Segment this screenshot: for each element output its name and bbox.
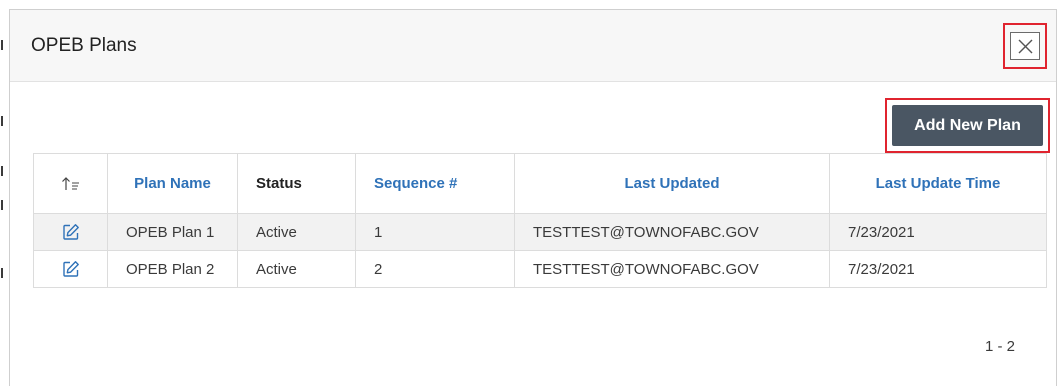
last-updated-cell: TESTTEST@TOWNOFABC.GOV — [515, 251, 830, 288]
dialog-header — [10, 10, 1056, 82]
close-icon — [1018, 39, 1033, 54]
sort-column-header[interactable] — [34, 154, 108, 214]
background-page-edge — [0, 0, 8, 386]
edge-mark — [1, 40, 3, 50]
column-header-sequence[interactable]: Sequence # — [356, 154, 515, 214]
edge-mark — [1, 268, 3, 278]
column-header-last-update-time[interactable]: Last Update Time — [830, 154, 1047, 214]
pagination-range: 1 - 2 — [985, 338, 1016, 355]
table-header-row — [34, 154, 1047, 214]
table-row — [34, 251, 1047, 288]
plan-name-cell: OPEB Plan 2 — [108, 251, 238, 288]
add-button-highlight — [885, 98, 1050, 153]
add-new-plan-button[interactable]: Add New Plan — [892, 105, 1043, 146]
column-header-last-updated[interactable]: Last Updated — [515, 154, 830, 214]
status-cell: Active — [238, 251, 356, 288]
last-update-time-cell: 7/23/2021 — [830, 214, 1047, 251]
plans-table — [33, 153, 1047, 288]
last-updated-cell: TESTTEST@TOWNOFABC.GOV — [515, 214, 830, 251]
edit-icon[interactable] — [62, 260, 80, 278]
edge-mark — [1, 116, 3, 126]
edge-mark — [1, 200, 3, 210]
edit-cell — [34, 214, 108, 251]
last-update-time-cell: 7/23/2021 — [830, 251, 1047, 288]
column-header-status: Status — [238, 154, 356, 214]
edge-mark — [1, 166, 3, 176]
plan-name-cell: OPEB Plan 1 — [108, 214, 238, 251]
column-header-plan-name[interactable]: Plan Name — [108, 154, 238, 214]
sequence-cell: 1 — [356, 214, 515, 251]
close-button-highlight — [1003, 23, 1047, 69]
edit-cell — [34, 251, 108, 288]
table-row — [34, 214, 1047, 251]
dialog-title: OPEB Plans — [31, 35, 137, 56]
close-button[interactable] — [1010, 32, 1040, 60]
status-cell: Active — [238, 214, 356, 251]
edit-icon[interactable] — [62, 223, 80, 241]
sort-ascending-icon — [61, 176, 81, 192]
sequence-cell: 2 — [356, 251, 515, 288]
opeb-plans-dialog — [9, 9, 1057, 386]
